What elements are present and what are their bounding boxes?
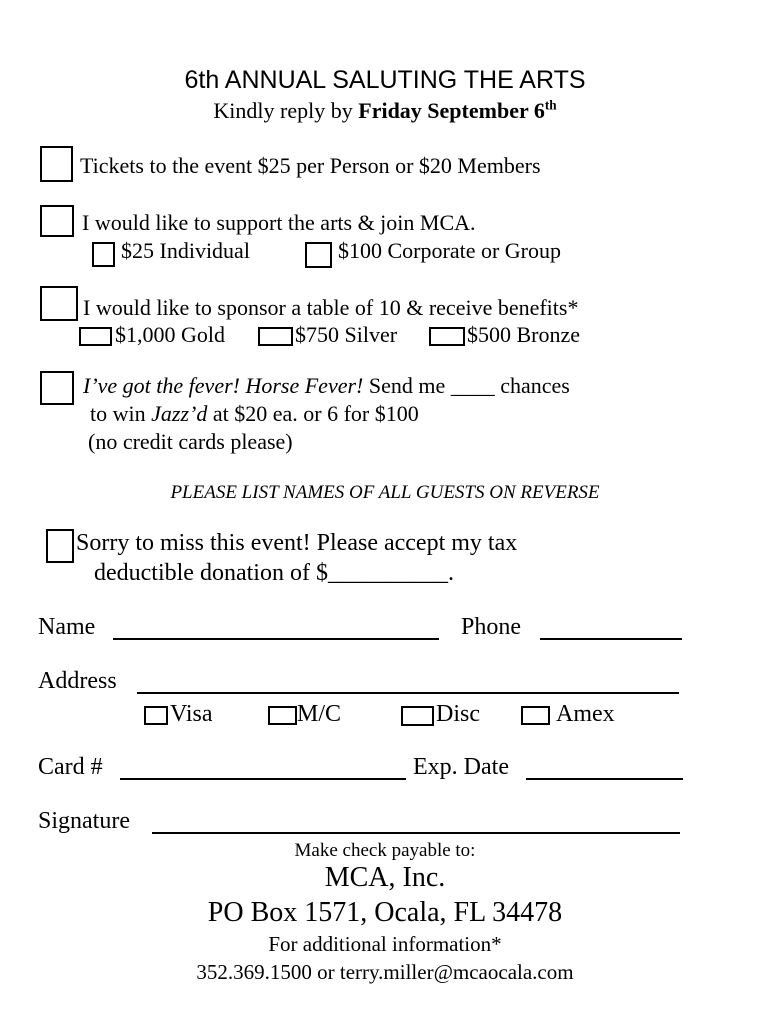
fever-jazzd: Jazz’d — [151, 401, 208, 426]
visa-label: Visa — [170, 701, 213, 727]
card-number-field[interactable] — [120, 778, 406, 780]
tickets-label: Tickets to the event $25 per Person or $20 Members — [80, 153, 541, 178]
address-label: Address — [38, 668, 117, 694]
disc-label: Disc — [436, 701, 480, 727]
fever-line-3: (no credit cards please) — [88, 429, 293, 454]
mc-checkbox[interactable] — [268, 706, 297, 725]
support-checkbox[interactable] — [40, 205, 74, 237]
support-label: I would like to support the arts & join MCA. — [82, 210, 476, 235]
donation-line-1: Sorry to miss this event! Please accept my tax — [76, 530, 518, 556]
fever-line2-prefix: to win — [90, 401, 152, 426]
signature-label: Signature — [38, 808, 130, 834]
org-name: MCA, Inc. — [324, 862, 446, 893]
silver-label: $750 Silver — [295, 322, 398, 347]
address-field[interactable] — [137, 692, 679, 694]
tickets-checkbox[interactable] — [40, 146, 73, 182]
exp-date-label: Exp. Date — [413, 754, 509, 780]
silver-checkbox[interactable] — [258, 327, 293, 346]
phone-field[interactable] — [540, 638, 682, 640]
gold-checkbox[interactable] — [79, 327, 112, 346]
individual-label: $25 Individual — [121, 238, 250, 263]
amex-label: Amex — [556, 701, 615, 727]
exp-date-field[interactable] — [526, 778, 683, 780]
card-number-label: Card # — [38, 754, 103, 780]
amex-checkbox[interactable] — [521, 706, 550, 725]
bronze-checkbox[interactable] — [429, 327, 465, 346]
reply-date: Friday September 6 — [358, 98, 545, 123]
payable-note: Make check payable to: — [294, 840, 476, 861]
name-field[interactable] — [113, 638, 439, 640]
disc-checkbox[interactable] — [401, 706, 434, 726]
fever-send-me: Send me ____ chances — [363, 373, 570, 398]
page-title: 6th ANNUAL SALUTING THE ARTS — [184, 66, 586, 94]
donation-line-2: deductible donation of $__________. — [94, 560, 454, 586]
donation-checkbox[interactable] — [46, 529, 74, 563]
bronze-label: $500 Bronze — [467, 322, 581, 347]
name-label: Name — [38, 614, 96, 640]
corporate-checkbox[interactable] — [305, 242, 332, 268]
guests-note: PLEASE LIST NAMES OF ALL GUESTS ON REVERSE — [170, 482, 600, 503]
contact-info: 352.369.1500 or terry.miller@mcaocala.com — [196, 960, 574, 984]
fever-checkbox[interactable] — [40, 371, 74, 405]
corporate-label: $100 Corporate or Group — [338, 238, 562, 263]
signature-field[interactable] — [152, 832, 680, 834]
org-address: PO Box 1571, Ocala, FL 34478 — [207, 897, 563, 928]
phone-label: Phone — [461, 614, 521, 640]
fever-italic-lead: I’ve got the fever! Horse Fever! — [83, 373, 364, 398]
reply-by-line — [0, 98, 770, 124]
sponsor-checkbox[interactable] — [40, 286, 78, 321]
reply-date-suffix: th — [544, 97, 557, 113]
fever-line2-suffix: at $20 ea. or 6 for $100 — [207, 401, 419, 426]
fever-line-1 — [83, 373, 570, 399]
mc-label: M/C — [297, 701, 342, 727]
info-note: For additional information* — [268, 932, 502, 956]
visa-checkbox[interactable] — [144, 706, 168, 725]
reply-prefix: Kindly reply by — [213, 98, 359, 123]
fever-line-2 — [90, 401, 419, 427]
gold-label: $1,000 Gold — [115, 322, 225, 347]
individual-checkbox[interactable] — [92, 242, 115, 267]
sponsor-label: I would like to sponsor a table of 10 & receive benefits* — [83, 295, 579, 320]
